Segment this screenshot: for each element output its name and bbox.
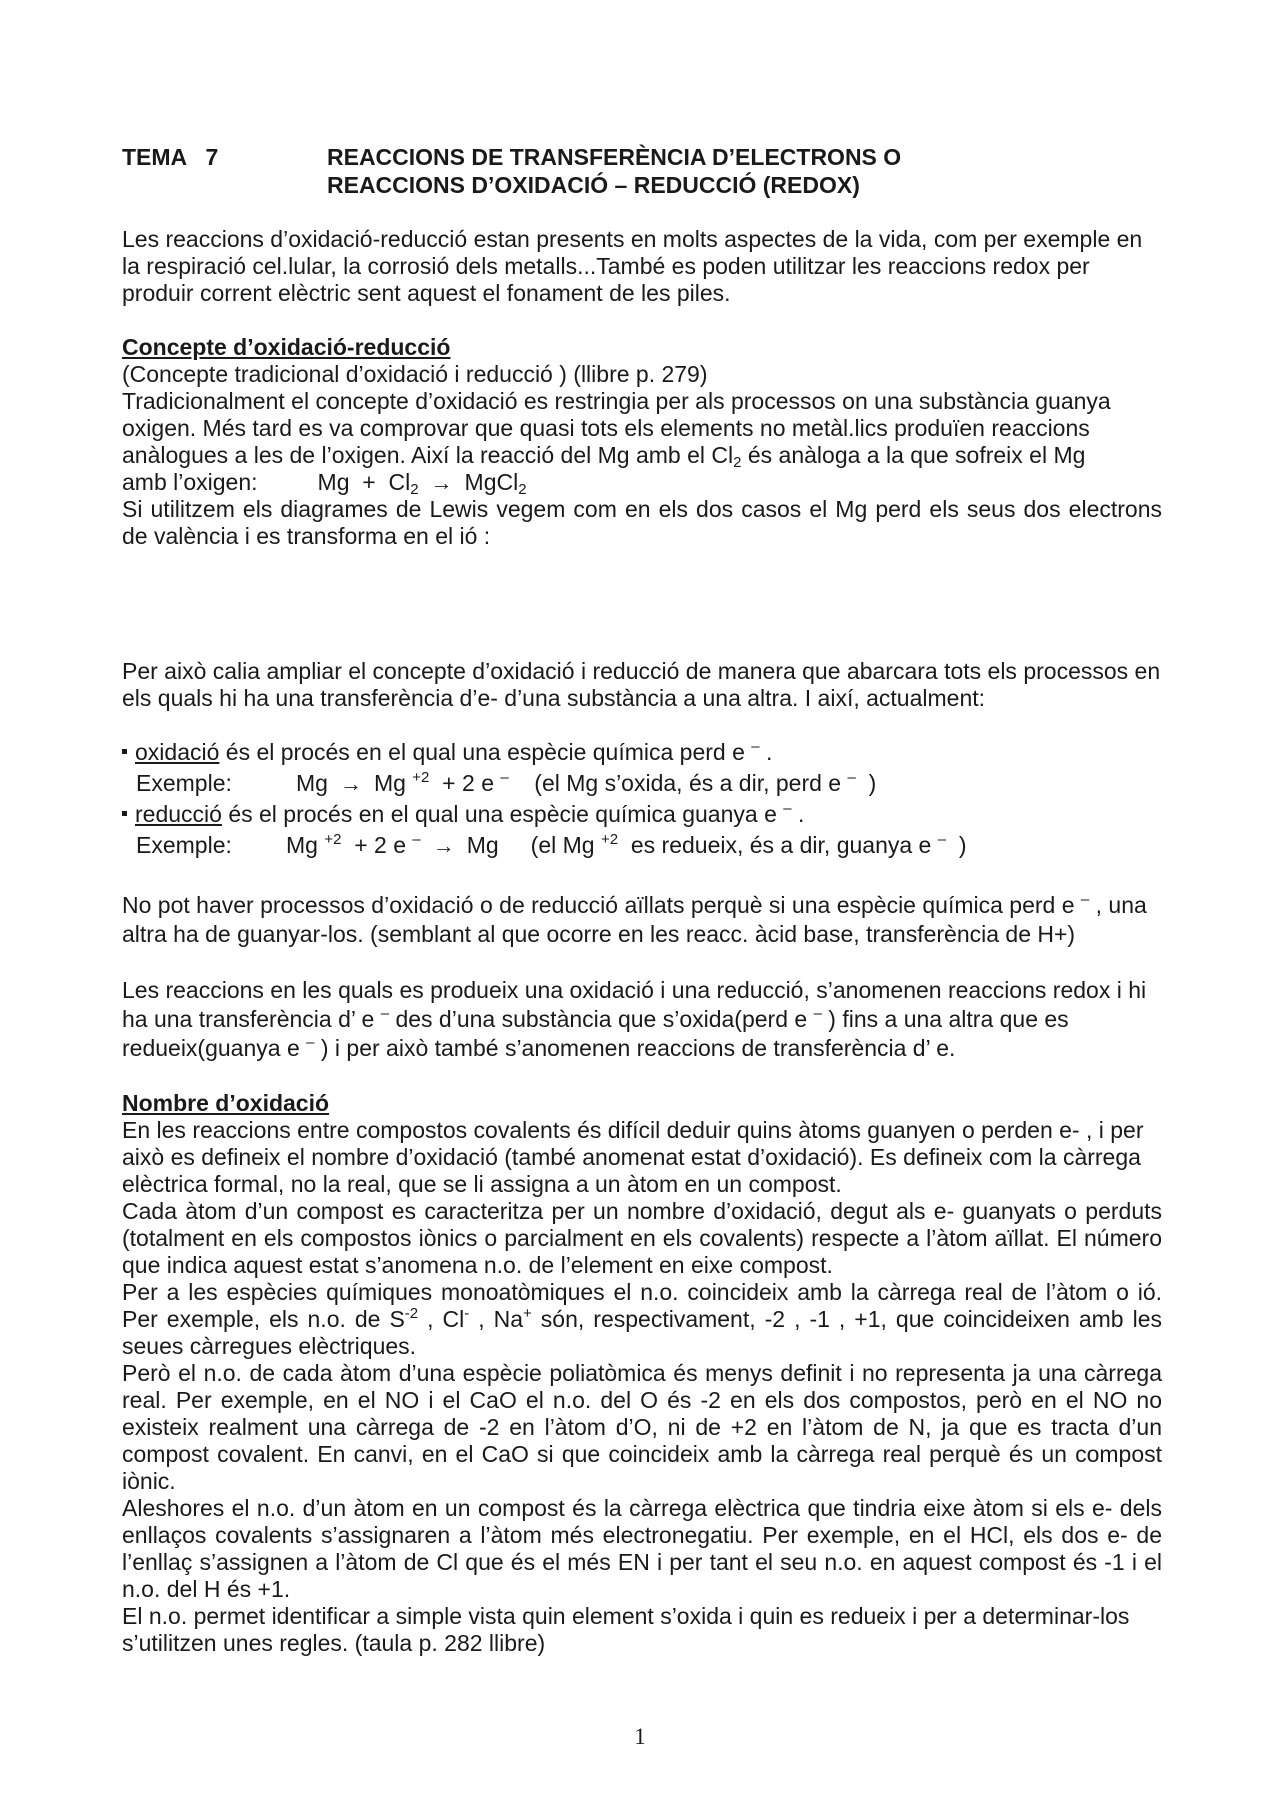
redox-paragraph: Les reaccions en les quals es produeix una oxidació i una reducció, s’anomenen reaccions redox i hi ha una transferència d’ e – des d’una substància que s’oxida(perd e – ) fins a una altra que es redueix(guanya e – ) i per això també s’anomenen reaccions de transferència d’ e. [122,977,1147,1061]
oxnum-paragraph-5: Aleshores el n.o. d’un àtom en un compost és la càrrega elèctrica que tindria eixe àtom si els e- dels enllaços covalents s’assignaren a l’àtom més electronegatiu. Per exemple, en el HCl, els dos e- de l’enllaç s’assignen a l’àtom de Cl que és el més EN i per tant el seu n.o. en aquest compost és -1 i el n.o. del H és +1. [122,1495,1162,1602]
isolated-paragraph: No pot haver processos d’oxidació o de reducció aïllats perquè si una espècie química perd e – , una altra ha de guanyar-los. (semblant al que ocorre en les reacc. àcid base, transferència de H+) [122,891,1147,947]
oxnum-paragraph-2: Cada àtom d’un compost es caracteritza per un nombre d’oxidació, degut als e- guanyats o perduts (totalment en els compostos iònics o parcialment en els covalents) respecte a l’àtom aïllat. El número que indica aquest estat s’anomena n.o. de l’element en eixe compost. [122,1198,1162,1278]
lewis-paragraph: Si utilitzem els diagrames de Lewis vegem com en els dos casos el Mg perd els seus dos electrons de valència i es transforma en el ió : [122,496,1162,549]
reduction-definition: reducció és el procés en el qual una espècie química guanya e – . [122,801,1162,828]
traditional-paragraph: Tradicionalment el concepte d’oxidació es restringia per als processos on una substància guanya oxigen. Més tard es va comprovar que quasi tots els elements no metàl.lics produïen reaccions anàlogues a les de l’oxigen. Així la reacció del Mg amb el $Cl_2$ és anàloga a la que sofreix el Mg [122,388,1111,471]
oxnum-paragraph-4: Però el n.o. de cada àtom d’una espècie poliatòmica és menys definit i no representa ja una càrrega real. Per exemple, en el NO i el CaO el n.o. del O és -2 en els dos compostos, però en el NO no existeix realment una càrrega de -2 en l’àtom d’O, ni de +2 en l’àtom de N, ja que es tracta d’un compost covalent. En canvi, en el CaO si que coincideix amb la càrrega real perquè és un compost iònic. [122,1360,1162,1494]
bullet-icon [122,811,127,816]
document-title [122,143,1162,199]
intro-paragraph: Les reaccions d’oxidació-reducció estan presents en molts aspectes de la vida, com per exemple en la respiració cel.lular, la corrosió dels metalls...També es poden utilitzar les reaccions redox per produir corrent elèctric sent aquest el fonament de les piles. [122,226,1143,306]
section-heading-oxidation-number: Nombre d’oxidació [122,1090,330,1116]
oxnum-paragraph-6: El n.o. permet identificar a simple vista quin element s’oxida i quin es redueix i per a determinar-los s’utilitzen unes regles. (taula p. 282 llibre) [122,1603,1130,1656]
lewis-diagram-space [122,550,1162,658]
reduction-example: Exemple: Mg $^{+2}$ + 2 e – → Mg (el Mg $^{+2}$ es redueix, és a dir, guanya e – ) [136,831,967,858]
tema-label: TEMA 7 [122,144,219,170]
oxidation-example: Exemple: Mg → Mg $^{+2}$ + 2 e – (el Mg s’oxida, és a dir, perd e – ) [136,769,877,796]
section-heading-redox-concept: Concepte d’oxidació-reducció [122,334,451,360]
equation-line: amb l’oxigen: $Mg + Cl_2$ → MgCl$_2$ [122,469,527,498]
extend-paragraph: Per això calia ampliar el concepte d’oxidació i reducció de manera que abarcara tots els processos en els quals hi ha una transferència d’e- d’una substància a una altra. I així, actualment: [122,658,1161,711]
oxnum-paragraph-3: Per a les espècies químiques monoatòmiques el n.o. coincideix amb la càrrega real de l’àtom o ió. Per exemple, els n.o. de $S^{-2}$ , Cl- , Na+ són, respectivament, -2 , -1 , +1, que coincideixen amb les seues càrregues elèctriques. [122,1279,1162,1359]
page-number: 1 [634,1724,646,1749]
title-line-1: REACCIONS DE TRANSFERÈNCIA D’ELECTRONS O [327,144,902,170]
oxnum-paragraph-1: En les reaccions entre compostos covalents és difícil deduir quins àtoms guanyen o perden e- , i per això es defineix el nombre d’oxidació (també anomenat estat d’oxidació). Es defineix com la càrrega elèctrica formal, no la real, que se li assigna a un àtom en un compost. [122,1117,1144,1197]
title-line-2: REACCIONS D’OXIDACIÓ – REDUCCIÓ (REDOX) [327,172,860,198]
arrow-icon: → [432,833,455,858]
page-content [122,143,1162,1657]
arrow-icon: → [430,470,453,495]
bullet-icon [122,749,127,754]
arrow-icon: → [339,771,362,796]
section-subheading: (Concepte tradicional d’oxidació i reducció ) (llibre p. 279) [122,361,708,387]
oxidation-definition: oxidació és el procés en el qual una espècie química perd e – . [122,739,1162,766]
